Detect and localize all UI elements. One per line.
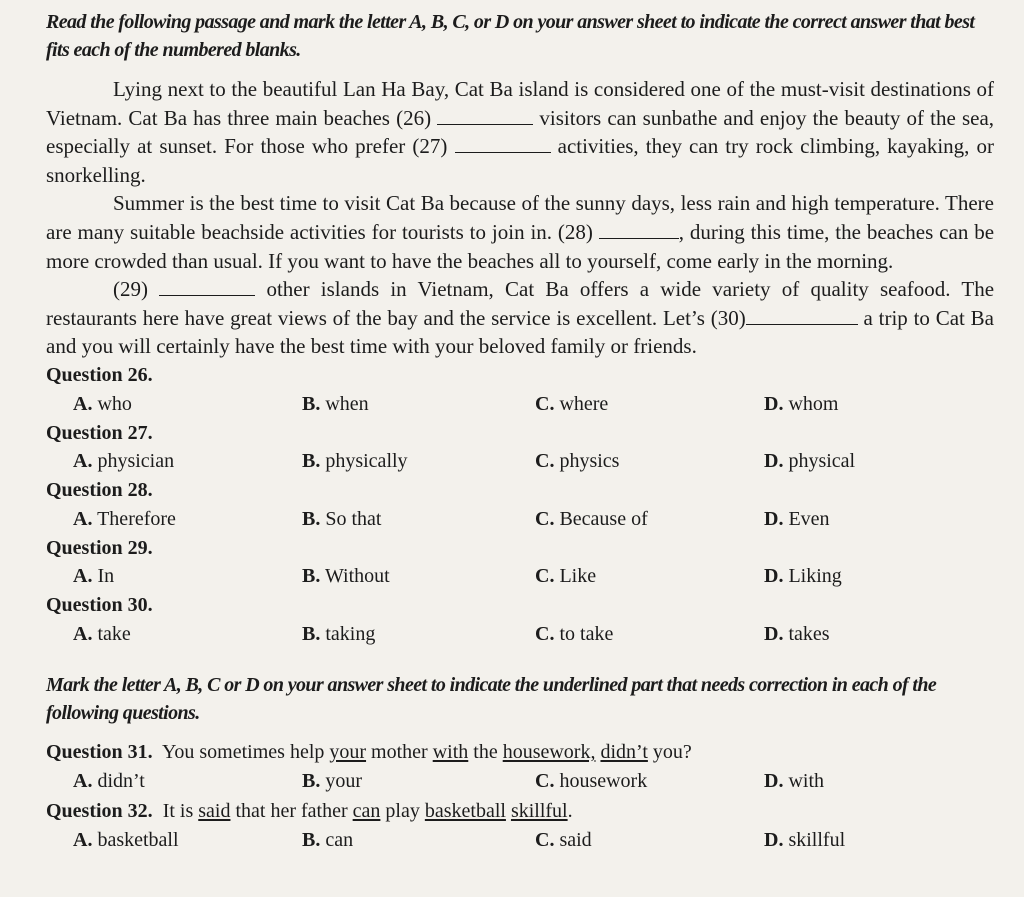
question-28 (46, 476, 994, 534)
question-32 (46, 796, 994, 855)
option-a: A. who (73, 392, 132, 415)
option-c: C. Because of (535, 507, 648, 530)
correction-instruction: Mark the letter A, B, C or D on your answer sheet to indicate the underlined part that needs correction in each of the following questions. (46, 673, 937, 724)
passage-paragraph-1 (46, 75, 994, 189)
passage-text: a trip to Cat Ba and you will certainly have the best time with your beloved family or friends. (46, 305, 994, 359)
blank-29 (159, 277, 255, 296)
option-d: D. Liking (764, 565, 842, 588)
passage-text: visitors can sunbathe and enjoy the beauty of the sea, especially at sunset. For those who prefer (27) (46, 105, 995, 159)
option-a: A. take (73, 622, 131, 645)
question-27 (46, 419, 994, 477)
underlined-part: skillful (510, 799, 568, 822)
passage-text: Summer is the best time to visit Cat Ba because of the sunny days, less rain and high temperature. There are many suitable beachside activities for tourists to join in. (28) (46, 191, 994, 244)
underlined-part: can (352, 799, 381, 822)
options-row (46, 620, 994, 649)
option-c: C. to take (535, 622, 614, 645)
exam-page (46, 8, 994, 855)
option-a: A. Therefore (73, 507, 176, 530)
option-b: B. when (302, 392, 369, 415)
section-gap (46, 649, 994, 671)
underlined-part: your (329, 740, 367, 763)
option-b: B. Without (302, 565, 390, 588)
option-d: D. skillful (764, 828, 846, 851)
reading-instruction: Read the following passage and mark the letter A, B, C, or D on your answer sheet to indicate the correct answer that best fits each of the numbered blanks. (46, 11, 975, 61)
options-row (46, 390, 994, 419)
passage-text: (29) (113, 277, 148, 302)
option-d: D. whom (764, 392, 839, 415)
question-title: Question 30. (46, 594, 153, 617)
question-stem: Question 31. You sometimes help your mother with the housework, didn’t you? (46, 740, 692, 763)
options-row (46, 505, 994, 534)
question-title: Question 26. (46, 363, 153, 386)
option-a: A. In (73, 565, 115, 588)
option-c: C. Like (535, 565, 597, 588)
question-31 (46, 737, 994, 796)
passage-text: activities, they can try rock climbing, kayaking, or snorkelling. (46, 134, 995, 187)
options-row (46, 826, 994, 855)
options-row (46, 562, 994, 591)
passage-text: Lying next to the beautiful Lan Ha Bay, Cat Ba island is considered one of the must-visit destinations of Vietnam. Cat Ba has three main beaches (26) (46, 77, 994, 130)
passage (46, 75, 994, 361)
question-title: Question 27. (46, 421, 153, 444)
options-row (46, 767, 994, 796)
option-b: B. taking (302, 622, 376, 645)
option-d: D. physical (764, 450, 856, 473)
passage-paragraph-3 (46, 275, 994, 361)
option-a: A. didn’t (73, 769, 145, 792)
option-d: D. Even (764, 507, 830, 530)
blank-26 (437, 106, 533, 125)
option-b: B. your (302, 769, 363, 792)
question-title: Question 31. (46, 740, 153, 763)
question-26 (46, 361, 994, 419)
option-c: C. housework (535, 769, 648, 792)
underlined-part: housework, (502, 740, 596, 763)
passage-text: other islands in Vietnam, Cat Ba offers a wide variety of quality seafood. The restaurants here have great views of the bay and the service is excellent. Let’s (30) (46, 277, 995, 330)
option-a: A. physician (73, 450, 175, 473)
underlined-part: with (432, 740, 469, 763)
option-c: C. physics (535, 450, 620, 473)
option-b: B. So that (302, 507, 382, 530)
underlined-part: basketball (424, 799, 506, 822)
question-title: Question 32. (46, 799, 153, 822)
options-row (46, 447, 994, 476)
question-title: Question 29. (46, 536, 153, 559)
question-30 (46, 591, 994, 649)
underlined-part: didn’t (600, 740, 648, 763)
question-stem: Question 32. It is said that her father can play basketball skillful. (46, 799, 573, 822)
question-title: Question 28. (46, 479, 153, 502)
question-29 (46, 534, 994, 592)
option-b: B. physically (302, 450, 408, 473)
option-b: B. can (302, 828, 354, 851)
blank-27 (455, 134, 551, 153)
option-d: D. takes (764, 622, 830, 645)
underlined-part: said (198, 799, 231, 822)
option-a: A. basketball (73, 828, 179, 851)
blank-28 (599, 220, 679, 239)
option-c: C. where (535, 392, 609, 415)
option-c: C. said (535, 828, 592, 851)
passage-text: , during this time, the beaches can be more crowded than usual. If you want to have the beaches all to yourself, come early in the morning. (46, 219, 995, 273)
option-d: D. with (764, 769, 825, 792)
passage-paragraph-2 (46, 189, 994, 275)
blank-30 (746, 306, 858, 325)
